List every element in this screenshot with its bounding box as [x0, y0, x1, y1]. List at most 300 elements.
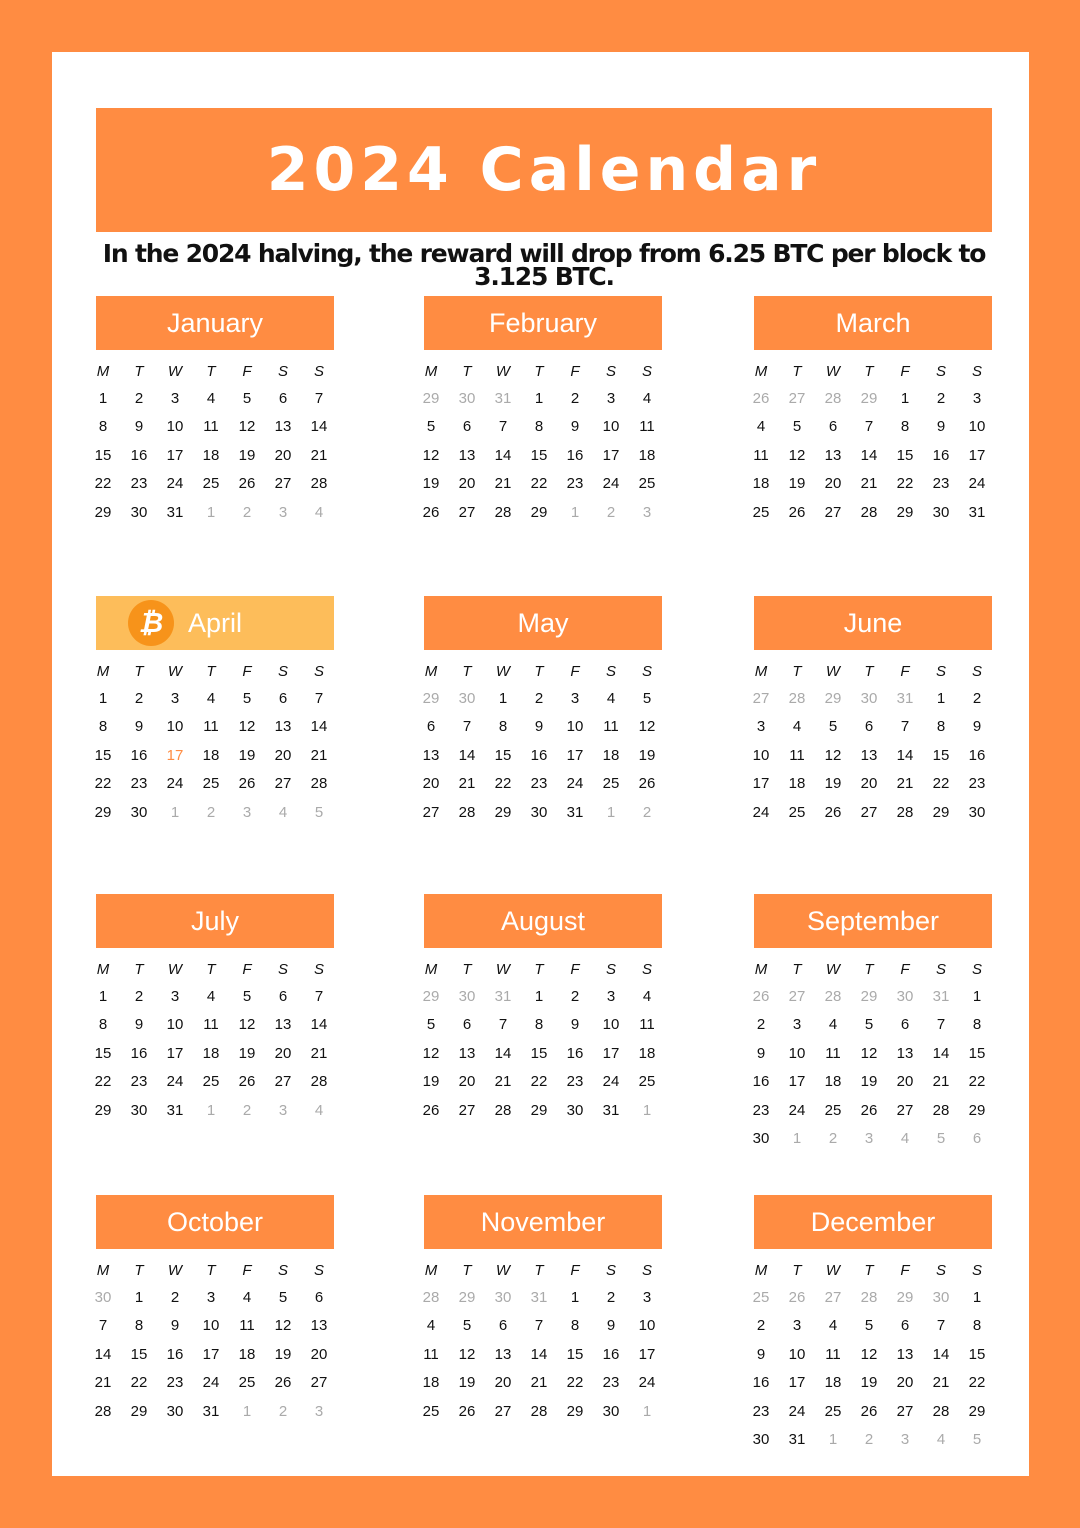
day: 1: [534, 389, 544, 407]
month-header: [754, 894, 992, 948]
day: 30: [932, 503, 950, 521]
day: 21: [932, 1374, 950, 1392]
weekday-label: T: [134, 960, 144, 978]
weekday-label: T: [206, 662, 216, 680]
weekday-label: T: [792, 1261, 802, 1279]
day: 9: [756, 1044, 766, 1062]
weekday-label: S: [277, 662, 288, 680]
day: 16: [968, 746, 986, 764]
month-name: April: [187, 607, 242, 638]
month-name: June: [843, 607, 903, 638]
day: 22: [968, 1374, 986, 1392]
day: 6: [278, 389, 288, 407]
weekday-label: S: [313, 960, 324, 978]
day: 25: [202, 475, 220, 493]
day: 29: [968, 1101, 986, 1119]
day: 20: [422, 775, 440, 793]
adjacent-month-day: 28: [824, 389, 842, 407]
adjacent-month-day: 4: [936, 1431, 946, 1449]
day: 15: [94, 446, 112, 464]
day: 27: [824, 503, 842, 521]
day: 6: [828, 418, 838, 436]
adjacent-month-day: 4: [900, 1130, 910, 1148]
adjacent-month-day: 2: [642, 803, 652, 821]
day: 6: [278, 689, 288, 707]
day: 18: [202, 746, 220, 764]
day: 26: [860, 1402, 878, 1420]
day: 2: [606, 1288, 616, 1306]
weekday-label: S: [935, 362, 946, 380]
day: 30: [752, 1130, 770, 1148]
day: 21: [310, 446, 328, 464]
adjacent-month-day: 29: [422, 689, 440, 707]
day: 1: [534, 987, 544, 1005]
month-header: [96, 296, 334, 350]
adjacent-month-day: 29: [860, 389, 878, 407]
adjacent-month-day: 1: [570, 503, 580, 521]
day: 20: [274, 1044, 292, 1062]
day-grid: [413, 956, 674, 1125]
day: 25: [788, 803, 806, 821]
day: 4: [426, 1317, 436, 1335]
adjacent-month-day: 3: [278, 1101, 288, 1119]
day: 27: [896, 1402, 914, 1420]
day: 3: [170, 389, 180, 407]
day-grid: [413, 358, 674, 527]
day: 30: [752, 1431, 770, 1449]
day: 17: [638, 1345, 656, 1363]
day: 31: [166, 1101, 184, 1119]
day: 15: [94, 746, 112, 764]
day: 13: [458, 446, 476, 464]
weekday-label: M: [96, 1261, 110, 1279]
adjacent-month-day: 30: [494, 1288, 512, 1306]
day: 22: [932, 775, 950, 793]
weekday-label: T: [134, 1261, 144, 1279]
day: 18: [202, 446, 220, 464]
day: 10: [166, 718, 184, 736]
weekday-label: W: [825, 960, 841, 978]
month-august: [424, 894, 674, 1125]
weekday-label: W: [167, 362, 183, 380]
day: 5: [242, 689, 252, 707]
day: 10: [788, 1345, 806, 1363]
day: 19: [824, 775, 842, 793]
day: 2: [756, 1016, 766, 1034]
day: 15: [130, 1345, 148, 1363]
month-september: [754, 894, 1004, 1153]
weekday-label: M: [754, 1261, 768, 1279]
adjacent-month-day: 27: [824, 1288, 842, 1306]
day: 24: [602, 475, 620, 493]
day: 25: [824, 1101, 842, 1119]
day: 31: [602, 1101, 620, 1119]
day: 24: [968, 475, 986, 493]
day: 10: [602, 1016, 620, 1034]
day: 14: [310, 418, 328, 436]
day: 29: [932, 803, 950, 821]
day: 27: [310, 1374, 328, 1392]
adjacent-month-day: 29: [860, 987, 878, 1005]
month-name: September: [806, 905, 940, 936]
day: 26: [238, 475, 256, 493]
day: 29: [968, 1402, 986, 1420]
adjacent-month-day: 30: [896, 987, 914, 1005]
day: 23: [566, 475, 584, 493]
day: 3: [206, 1288, 216, 1306]
weekday-label: F: [242, 960, 252, 978]
day: 30: [530, 803, 548, 821]
day: 26: [422, 1101, 440, 1119]
day: 19: [788, 475, 806, 493]
weekday-label: W: [167, 960, 183, 978]
weekday-label: S: [313, 362, 324, 380]
day: 27: [494, 1402, 512, 1420]
day: 12: [458, 1345, 476, 1363]
adjacent-month-day: 1: [642, 1101, 652, 1119]
day: 16: [130, 446, 148, 464]
day: 13: [458, 1044, 476, 1062]
month-may: [424, 596, 674, 827]
weekday-label: T: [134, 362, 144, 380]
day: 14: [896, 746, 914, 764]
weekday-label: S: [605, 960, 616, 978]
day: 17: [788, 1073, 806, 1091]
day: 6: [426, 718, 436, 736]
day-grid: [743, 956, 1004, 1153]
day: 8: [534, 1016, 544, 1034]
weekday-label: T: [864, 1261, 874, 1279]
day: 12: [238, 718, 256, 736]
weekday-label: S: [277, 1261, 288, 1279]
day: 19: [422, 1073, 440, 1091]
day: 24: [166, 1073, 184, 1091]
day: 21: [310, 746, 328, 764]
day: 31: [788, 1431, 806, 1449]
day: 23: [566, 1073, 584, 1091]
day: 23: [752, 1101, 770, 1119]
weekday-label: T: [206, 362, 216, 380]
adjacent-month-day: 1: [170, 803, 180, 821]
day: 24: [166, 775, 184, 793]
day: 3: [170, 987, 180, 1005]
day: 29: [530, 1101, 548, 1119]
weekday-label: S: [971, 960, 982, 978]
day: 17: [202, 1345, 220, 1363]
day: 15: [932, 746, 950, 764]
adjacent-month-day: 1: [206, 1101, 216, 1119]
day-grid: [85, 358, 346, 527]
adjacent-month-day: 28: [422, 1288, 440, 1306]
adjacent-month-day: 1: [242, 1402, 252, 1420]
day: 21: [494, 1073, 512, 1091]
day: 14: [94, 1345, 112, 1363]
day: 6: [900, 1317, 910, 1335]
day: 4: [242, 1288, 252, 1306]
day: 22: [530, 475, 548, 493]
weekday-label: M: [96, 362, 110, 380]
adjacent-month-day: 28: [788, 689, 806, 707]
adjacent-month-day: 30: [932, 1288, 950, 1306]
day: 31: [968, 503, 986, 521]
day: 30: [166, 1402, 184, 1420]
day: 28: [458, 803, 476, 821]
day: 30: [130, 1101, 148, 1119]
weekday-label: W: [495, 362, 511, 380]
day: 16: [566, 446, 584, 464]
month-january: [96, 296, 346, 527]
adjacent-month-day: 26: [752, 987, 770, 1005]
day: 25: [638, 1073, 656, 1091]
adjacent-month-day: 5: [936, 1130, 946, 1148]
day: 12: [274, 1317, 292, 1335]
day: 29: [530, 503, 548, 521]
adjacent-month-day: 4: [314, 1101, 324, 1119]
day: 27: [422, 803, 440, 821]
day: 8: [972, 1016, 982, 1034]
day: 23: [130, 475, 148, 493]
day-grid: [743, 658, 1004, 827]
day: 11: [203, 1016, 219, 1034]
day: 19: [274, 1345, 292, 1363]
day: 22: [896, 475, 914, 493]
day: 28: [494, 503, 512, 521]
day: 13: [896, 1345, 914, 1363]
adjacent-month-day: 4: [314, 503, 324, 521]
day: 27: [458, 503, 476, 521]
day: 2: [756, 1317, 766, 1335]
weekday-label: F: [570, 1261, 580, 1279]
weekday-label: T: [206, 1261, 216, 1279]
day: 7: [900, 718, 910, 736]
day: 14: [932, 1044, 950, 1062]
month-header: [424, 1195, 662, 1249]
day: 19: [422, 475, 440, 493]
day: 24: [202, 1374, 220, 1392]
weekday-label: M: [754, 362, 768, 380]
day: 22: [530, 1073, 548, 1091]
month-march: [754, 296, 1004, 527]
month-name: August: [500, 905, 586, 936]
weekday-label: S: [971, 362, 982, 380]
day: 24: [752, 803, 770, 821]
day: 23: [752, 1402, 770, 1420]
weekday-label: F: [570, 662, 580, 680]
day: 5: [462, 1317, 472, 1335]
day: 7: [936, 1317, 946, 1335]
day: 7: [864, 418, 874, 436]
adjacent-month-day: 28: [824, 987, 842, 1005]
weekday-label: F: [570, 362, 580, 380]
day: 17: [602, 446, 620, 464]
day: 20: [458, 475, 476, 493]
adjacent-month-day: 3: [900, 1431, 910, 1449]
day: 15: [530, 446, 548, 464]
day: 23: [932, 475, 950, 493]
adjacent-month-day: 2: [242, 1101, 252, 1119]
day: 1: [98, 389, 108, 407]
weekday-label: T: [792, 662, 802, 680]
day: 5: [864, 1317, 874, 1335]
day: 19: [238, 1044, 256, 1062]
weekday-label: W: [825, 362, 841, 380]
adjacent-month-day: 2: [828, 1130, 838, 1148]
day: 21: [494, 475, 512, 493]
day: 9: [972, 718, 982, 736]
day: 9: [134, 718, 144, 736]
day: 13: [422, 746, 440, 764]
day: 19: [458, 1374, 476, 1392]
month-name: July: [190, 905, 239, 936]
weekday-label: T: [864, 662, 874, 680]
day: 3: [606, 389, 616, 407]
day: 6: [864, 718, 874, 736]
day: 4: [642, 987, 652, 1005]
day: 5: [242, 987, 252, 1005]
day: 9: [570, 418, 580, 436]
day: 9: [134, 418, 144, 436]
day: 10: [968, 418, 986, 436]
day: 28: [310, 775, 328, 793]
day: 7: [534, 1317, 544, 1335]
day: 7: [498, 1016, 508, 1034]
day: 20: [824, 475, 842, 493]
day: 14: [530, 1345, 548, 1363]
day: 2: [570, 389, 580, 407]
adjacent-month-day: 2: [864, 1431, 874, 1449]
adjacent-month-day: 30: [458, 987, 476, 1005]
day: 9: [936, 418, 946, 436]
day: 13: [494, 1345, 512, 1363]
adjacent-month-day: 2: [242, 503, 252, 521]
day: 28: [896, 803, 914, 821]
day: 25: [238, 1374, 256, 1392]
day: 4: [642, 389, 652, 407]
day: 27: [274, 475, 292, 493]
day: 23: [166, 1374, 184, 1392]
month-october: [96, 1195, 346, 1426]
day: 28: [530, 1402, 548, 1420]
day: 1: [972, 1288, 982, 1306]
month-header: [424, 296, 662, 350]
day: 2: [936, 389, 946, 407]
month-june: [754, 596, 1004, 827]
day: 31: [166, 503, 184, 521]
day: 13: [310, 1317, 328, 1335]
day: 17: [788, 1374, 806, 1392]
month-november: [424, 1195, 674, 1426]
bitcoin-icon: ₿: [128, 600, 174, 646]
day: 13: [824, 446, 842, 464]
month-header: [96, 894, 334, 948]
day: 21: [94, 1374, 112, 1392]
day: 11: [203, 418, 219, 436]
calendar-page: [52, 52, 1029, 1476]
day: 7: [314, 987, 324, 1005]
day: 7: [498, 418, 508, 436]
day: 28: [494, 1101, 512, 1119]
day: 5: [642, 689, 652, 707]
day: 10: [202, 1317, 220, 1335]
day: 12: [860, 1345, 878, 1363]
day: 1: [570, 1288, 580, 1306]
adjacent-month-day: 1: [606, 803, 616, 821]
day: 11: [753, 446, 769, 464]
month-header: [754, 1195, 992, 1249]
day: 10: [788, 1044, 806, 1062]
day: 4: [828, 1317, 838, 1335]
adjacent-month-day: 29: [896, 1288, 914, 1306]
weekday-label: S: [277, 362, 288, 380]
day: 18: [752, 475, 770, 493]
day: 25: [602, 775, 620, 793]
day: 26: [860, 1101, 878, 1119]
day: 26: [422, 503, 440, 521]
day: 13: [274, 718, 292, 736]
weekday-label: S: [605, 662, 616, 680]
day: 14: [310, 718, 328, 736]
day: 7: [462, 718, 472, 736]
adjacent-month-day: 1: [642, 1402, 652, 1420]
weekday-label: W: [495, 1261, 511, 1279]
adjacent-month-day: 31: [494, 987, 512, 1005]
day: 20: [860, 775, 878, 793]
day: 8: [98, 718, 108, 736]
day: 4: [828, 1016, 838, 1034]
day: 13: [860, 746, 878, 764]
weekday-label: W: [825, 662, 841, 680]
day: 21: [860, 475, 878, 493]
weekday-label: S: [313, 662, 324, 680]
day: 30: [130, 803, 148, 821]
day: 6: [278, 987, 288, 1005]
month-header: [96, 1195, 334, 1249]
day: 17: [166, 446, 184, 464]
day: 8: [534, 418, 544, 436]
adjacent-month-day: 27: [752, 689, 770, 707]
weekday-label: F: [242, 1261, 252, 1279]
day: 6: [462, 418, 472, 436]
day: 11: [603, 718, 619, 736]
day: 16: [752, 1073, 770, 1091]
day: 28: [932, 1402, 950, 1420]
day: 28: [310, 1073, 328, 1091]
day: 7: [98, 1317, 108, 1335]
weekday-label: F: [242, 662, 252, 680]
day: 24: [566, 775, 584, 793]
day: 5: [792, 418, 802, 436]
weekday-label: S: [641, 960, 652, 978]
month-header: [96, 596, 334, 650]
day: 30: [566, 1101, 584, 1119]
day: 8: [972, 1317, 982, 1335]
adjacent-month-day: 1: [206, 503, 216, 521]
day: 9: [534, 718, 544, 736]
day: 19: [638, 746, 656, 764]
adjacent-month-day: 2: [278, 1402, 288, 1420]
day: 19: [238, 446, 256, 464]
month-header: [754, 296, 992, 350]
day: 2: [972, 689, 982, 707]
weekday-label: W: [495, 960, 511, 978]
day: 1: [972, 987, 982, 1005]
day: 14: [932, 1345, 950, 1363]
adjacent-month-day: 30: [860, 689, 878, 707]
day: 17: [566, 746, 584, 764]
day: 29: [566, 1402, 584, 1420]
day: 8: [570, 1317, 580, 1335]
day: 24: [166, 475, 184, 493]
